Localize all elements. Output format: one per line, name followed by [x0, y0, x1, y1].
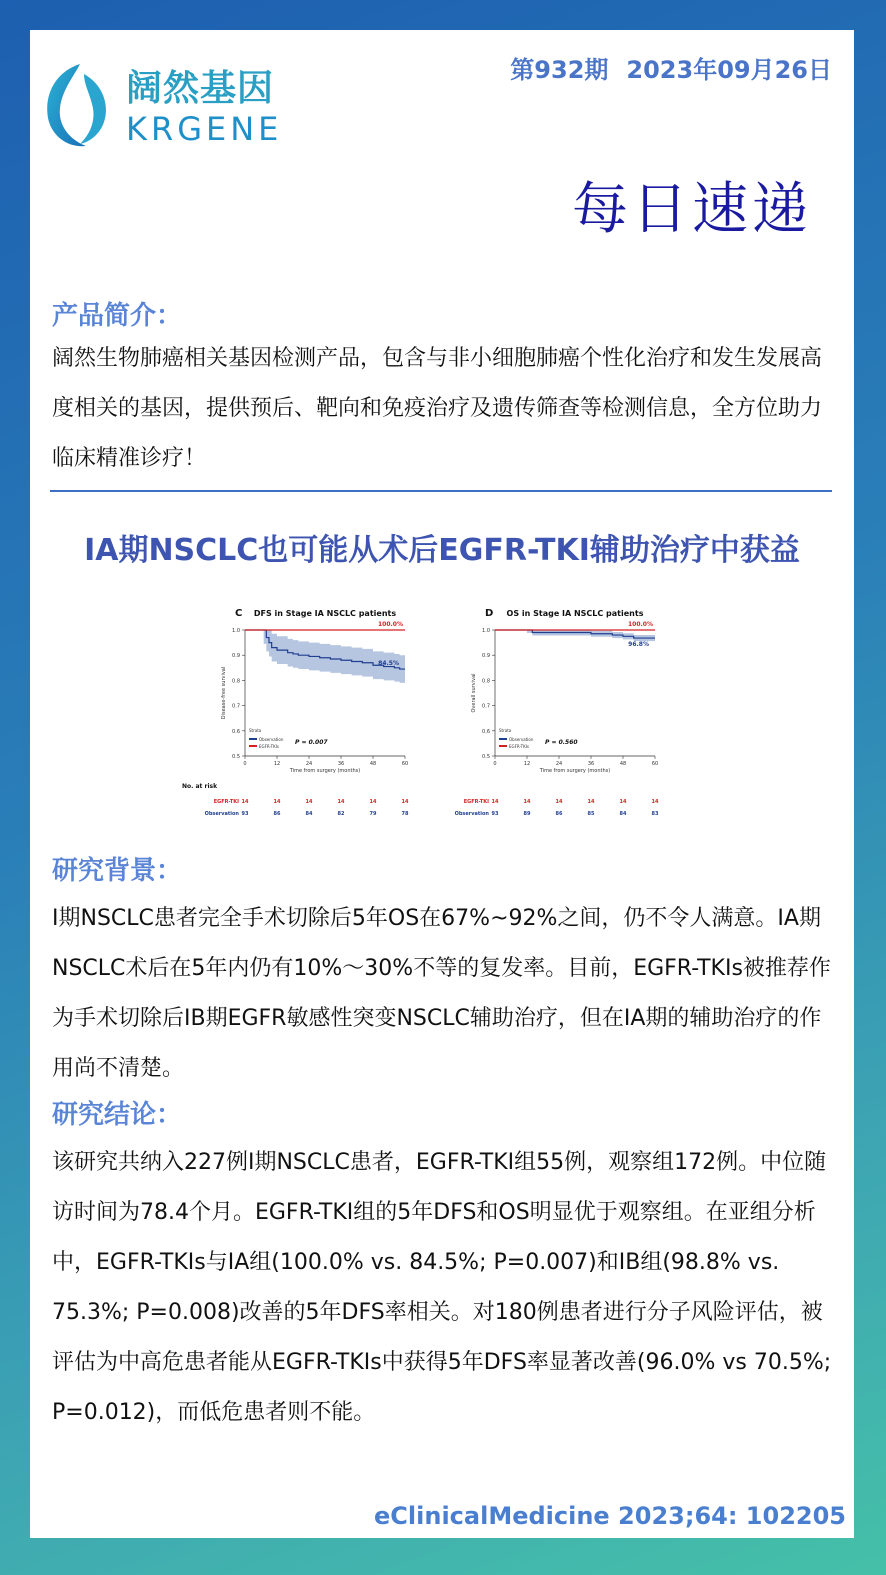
- x-axis-label: Time from surgery (months): [289, 768, 361, 774]
- survival-figure: [180, 598, 680, 843]
- x-axis-label: Time from surgery (months): [539, 768, 611, 774]
- risk-value: 79: [369, 811, 377, 817]
- y-tick-label: 0.9: [232, 653, 240, 660]
- risk-row-label: Observation: [454, 811, 489, 817]
- observation-end-label: 84.5%: [378, 660, 399, 668]
- x-tick-label: 12: [523, 761, 531, 767]
- x-tick-label: 24: [305, 761, 313, 767]
- risk-value: 14: [651, 799, 659, 805]
- y-tick-label: 0.6: [232, 728, 240, 735]
- observation-end-label: 96.8%: [628, 641, 649, 649]
- risk-value: 86: [273, 811, 281, 817]
- x-tick-label: 48: [369, 761, 377, 767]
- risk-row-label: EGFR-TKI: [213, 799, 239, 805]
- issue-number: 第932期: [510, 56, 609, 84]
- risk-value: 14: [305, 799, 313, 805]
- issue-info: [510, 50, 832, 85]
- background-text: I期NSCLC患者完全手术切除后5年OS在67%~92%之间，仍不令人满意。IA期NSCLC术后在5年内仍有10%～30%不等的复发率。目前，EGFR-TKIs被推荐作为手术切除后IB期EGFR敏感性突变NSCLC辅助治疗，但在IA期的辅助治疗的作用尚不清楚。: [52, 906, 831, 1081]
- egfr-tki-end-label: 100.0%: [378, 621, 403, 628]
- logo-english-name: KRGENE: [126, 110, 283, 148]
- legend-title: Strata: [499, 728, 512, 733]
- chart-title: DFS in Stage IA NSCLC patients: [253, 609, 397, 618]
- y-tick-label: 1.0: [232, 628, 240, 634]
- risk-value: 93: [491, 811, 499, 817]
- p-value: P = 0.007: [295, 739, 328, 746]
- logo-chinese-name: 阔然基因: [126, 68, 275, 109]
- x-tick-label: 48: [619, 761, 627, 767]
- risk-value: 14: [555, 799, 563, 805]
- p-value: P = 0.560: [545, 739, 578, 746]
- dna-logo-icon: [40, 60, 120, 150]
- daily-banner: 每日速递: [572, 177, 812, 242]
- risk-row-label: EGFR-TKI: [463, 799, 489, 805]
- legend-label-egfr-tki: EGFR-TKIs: [259, 744, 279, 749]
- risk-value: 14: [337, 799, 345, 805]
- risk-row-label: Observation: [204, 811, 239, 817]
- section-divider: [50, 490, 832, 492]
- risk-value: 84: [619, 811, 627, 817]
- legend-label-egfr-tki: EGFR-TKIs: [509, 744, 529, 749]
- intro-title: 产品简介：: [52, 301, 183, 331]
- risk-value: 14: [273, 799, 281, 805]
- x-tick-label: 60: [401, 761, 409, 767]
- risk-value: 14: [401, 799, 409, 805]
- intro-text: 阔然生物肺癌相关基因检测产品，包含与非小细胞肺癌个性化治疗和发生发展高度相关的基因，提供预后、靶向和免疫治疗及遗传筛查等检测信息，全方位助力临床精准诊疗！: [52, 346, 823, 471]
- risk-value: 14: [369, 799, 377, 805]
- citation: eClinicalMedicine 2023;64: 102205: [374, 1502, 846, 1530]
- conclusion-text: 该研究共纳入227例I期NSCLC患者，EGFR-TKI组55例，观察组172例。中位随访时间为78.4个月。EGFR-TKI组的5年DFS和OS明显优于观察组。在亚组分析中，EGFR-TKIs与IA组(100.0% vs. 84.5%; P=0.007)和IB组(98.8% vs. 75.3%; P=0.008)改善的5年DFS率相关。对180例患者进行分子风险评估，被评估为中高危患者能从EGFR-TKIs中获得5年DFS率显著改善(96.0% vs 70.5%; P=0.012)，而低危患者则不能。: [52, 1150, 832, 1425]
- y-tick-label: 0.5: [482, 754, 490, 760]
- legend-label-observation: Observation: [509, 737, 534, 742]
- krgene-logo: [40, 60, 310, 150]
- risk-value: 84: [305, 811, 313, 817]
- content-card: [30, 30, 854, 1538]
- x-tick-label: 36: [337, 761, 345, 767]
- risk-value: 78: [401, 811, 409, 817]
- risk-value: 82: [337, 811, 345, 817]
- legend-title: Strata: [249, 728, 262, 733]
- article-headline: IA期NSCLC也可能从术后EGFR-TKI辅助治疗中获益: [84, 533, 800, 568]
- x-tick-label: 60: [651, 761, 659, 767]
- y-tick-label: 1.0: [482, 628, 490, 634]
- x-tick-label: 0: [493, 761, 497, 767]
- y-tick-label: 0.6: [482, 728, 490, 735]
- x-tick-label: 0: [243, 761, 247, 767]
- risk-value: 14: [241, 799, 249, 805]
- risk-value: 14: [587, 799, 595, 805]
- km-curves-chart: [180, 598, 680, 843]
- background-title: 研究背景：: [52, 856, 183, 886]
- x-tick-label: 36: [587, 761, 595, 767]
- legend-label-observation: Observation: [259, 737, 284, 742]
- y-tick-label: 0.7: [232, 703, 240, 710]
- y-tick-label: 0.8: [232, 678, 240, 685]
- y-tick-label: 0.8: [482, 678, 490, 685]
- panel-letter: C: [235, 608, 243, 619]
- x-tick-label: 24: [555, 761, 563, 767]
- conclusion-title: 研究结论：: [52, 1100, 183, 1130]
- risk-value: 14: [491, 799, 499, 805]
- risk-value: 85: [587, 811, 595, 817]
- risk-value: 86: [555, 811, 563, 817]
- y-tick-label: 0.7: [482, 703, 490, 710]
- observation-ci-band: [495, 630, 655, 641]
- issue-date: 2023年09月26日: [626, 56, 832, 84]
- risk-table-title: No. at risk: [182, 783, 218, 790]
- y-tick-label: 0.5: [232, 754, 240, 760]
- y-axis-label: Disease-free survival: [221, 666, 227, 720]
- risk-value: 89: [523, 811, 531, 817]
- chart-title: OS in Stage IA NSCLC patients: [506, 609, 644, 618]
- risk-value: 14: [523, 799, 531, 805]
- y-axis-label: Overall survival: [471, 673, 477, 713]
- panel-letter: D: [485, 608, 494, 619]
- x-tick-label: 12: [273, 761, 281, 767]
- y-tick-label: 0.9: [482, 653, 490, 660]
- egfr-tki-end-label: 100.0%: [628, 621, 653, 628]
- risk-value: 83: [651, 811, 659, 817]
- risk-value: 93: [241, 811, 249, 817]
- risk-value: 14: [619, 799, 627, 805]
